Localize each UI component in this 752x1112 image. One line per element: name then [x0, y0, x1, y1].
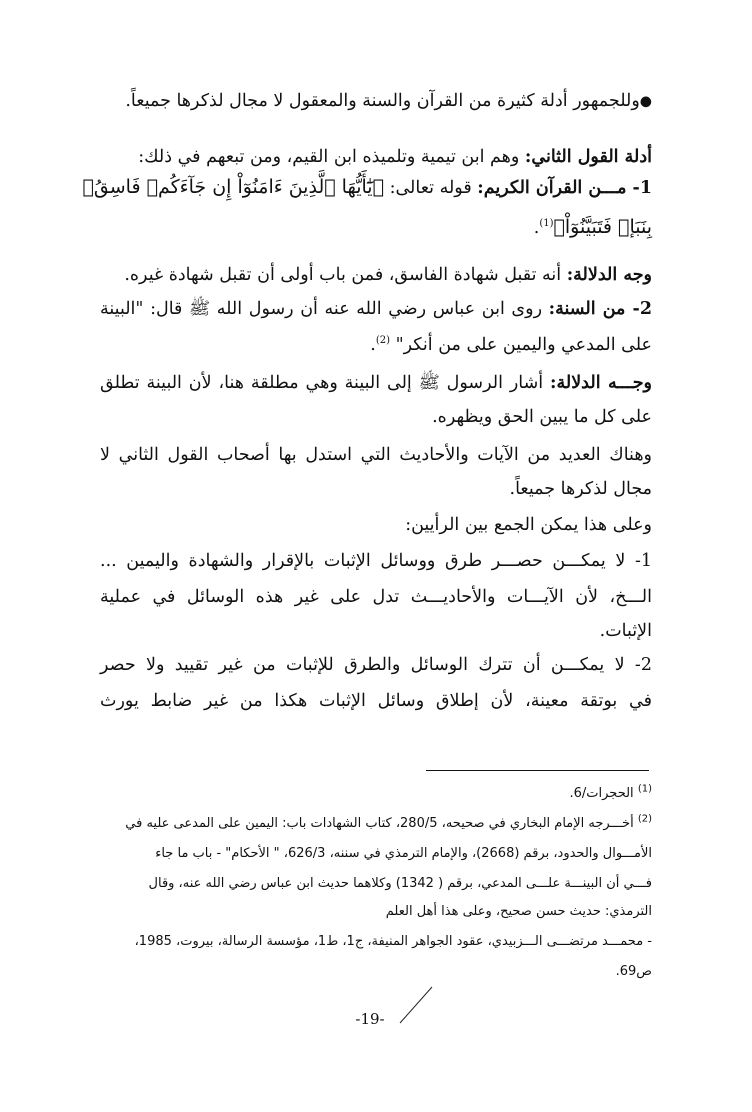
- paragraph-line-6: [100, 296, 652, 322]
- paragraph-line-13: [100, 548, 652, 574]
- footnote-3-line-2: [100, 962, 652, 982]
- paragraph-line-9: [100, 404, 652, 430]
- paragraph-line-12: [100, 512, 652, 538]
- line-text: وللجمهور أدلة كثيرة من القرآن والسنة والمعقول لا مجال لذكرها جميعاً.: [125, 91, 640, 111]
- paragraph-line-1: [100, 88, 652, 115]
- footnote-number: (2): [637, 813, 652, 825]
- footnote-2-line-4: [100, 902, 652, 922]
- quran-verse-end: بِنَبَإٖ فَتَبَيَّنُوٓاْ﴾: [553, 216, 652, 238]
- line-text: على كل ما يبين الحق ويظهره.: [432, 407, 652, 427]
- footnote-1: [100, 784, 652, 804]
- footnote-number: (1): [637, 783, 652, 795]
- line-text: مجال لذكرها جميعاً.: [509, 479, 652, 499]
- line-text: قوله تعالى:: [384, 178, 478, 198]
- section-heading: أدلة القول الثاني:: [524, 147, 652, 167]
- line-text: الـــخ، لأن الآيـــات والأحاديـــث تدل على غير هذه الوسائل في عملية: [100, 587, 652, 607]
- footnote-text: أخـــرجه الإمام البخاري في صحيحه، 280/5، كتاب الشهادات باب: اليمين على المدعى عليه في: [125, 816, 638, 831]
- line-text: وعلى هذا يمكن الجمع بين الرأيين:: [405, 515, 652, 535]
- footnote-text: الأمـــوال والحدود، برقم (2668)، والإمام الترمذي في سننه، 626/3، " الأحكام" - باب ما جاء: [155, 846, 652, 861]
- line-text: في بوتقة معينة، لأن إطلاق وسائل الإثبات هكذا من غير ضابط يورث: [100, 691, 652, 711]
- paragraph-line-10: [100, 442, 652, 468]
- line-text: الإثبات.: [599, 621, 652, 641]
- paragraph-line-4: [100, 214, 652, 241]
- footnote-text: الترمذي: حديث حسن صحيح، وعلى هذا أهل العلم: [385, 904, 652, 919]
- bullet-icon: ●: [639, 93, 652, 110]
- line-text: على المدعي واليمين على من أنكر": [390, 335, 652, 355]
- paragraph-line-3: [82, 174, 652, 201]
- line-text: أنه تقبل شهادة الفاسق، فمن باب أولى أن تقبل شهادة غيره.: [124, 265, 567, 285]
- line-text: أشار الرسول ﷺ إلى البينة وهي مطلقة هنا، لأن البينة تطلق: [100, 373, 551, 393]
- footnote-2-line-1: [100, 814, 652, 834]
- footnote-marker: (2): [375, 335, 390, 347]
- line-text: 2- لا يمكـــن أن تترك الوسائل والطرق للإثبات من غير تقييد ولا حصر: [100, 655, 652, 675]
- footnote-3-line-1: [100, 932, 652, 952]
- paragraph-line-16: [100, 652, 652, 678]
- paragraph-line-17: [100, 688, 652, 714]
- paragraph-line-2: [100, 144, 652, 170]
- subsection-heading: 1- مـــن القرآن الكريم:: [477, 178, 652, 198]
- paragraph-line-14: [100, 584, 652, 610]
- footnote-text: - محمـــد مرتضـــى الـــزبيدي، عقود الجواهر المنيفة، ج1، ط1، مؤسسة الرسالة، بيروت، 1985،: [134, 934, 652, 949]
- pen-stroke-mark: [398, 985, 434, 1025]
- footnote-separator: [426, 770, 649, 771]
- footnote-marker: (1): [539, 218, 554, 230]
- paragraph-line-8: [100, 370, 652, 396]
- paragraph-line-11: [100, 476, 652, 502]
- evidence-heading: وجـــه الدلالة:: [550, 373, 652, 393]
- line-text: 1- لا يمكـــن حصـــر طرق ووسائل الإثبات بالإقرار والشهادة واليمين ...: [100, 551, 652, 571]
- quran-verse: ﴿يَٰٓأَيُّهَا ٱلَّذِينَ ءَامَنُوٓاْ إِن جَآءَكُمۡ فَاسِقُۢ: [82, 176, 384, 198]
- line-text: وهناك العديد من الآيات والأحاديث التي استدل بها أصحاب القول الثاني لا: [100, 445, 652, 465]
- line-text-end: .: [370, 335, 376, 355]
- footnote-text: فـــي أن البينـــة علـــى المدعي، برقم ( 1342) وكلاهما حديث ابن عباس رضي الله عنه، وقال: [148, 876, 652, 891]
- line-text: روى ابن عباس رضي الله عنه أن رسول الله ﷺ قال: "البينة: [100, 299, 549, 319]
- paragraph-line-7: [100, 332, 652, 358]
- footnote-2-line-3: [100, 874, 652, 894]
- line-text: .: [533, 218, 540, 238]
- page-number: -19-: [355, 1010, 385, 1028]
- line-text: وهم ابن تيمية وتلميذه ابن القيم، ومن تبعهم في ذلك:: [138, 147, 525, 167]
- subsection-heading: 2- من السنة:: [548, 299, 652, 319]
- paragraph-line-5: [100, 262, 652, 288]
- footnote-text: ص69.: [615, 964, 652, 979]
- evidence-heading: وجه الدلالة:: [566, 265, 652, 285]
- paragraph-line-15: [100, 618, 652, 644]
- footnote-text: الحجرات/6.: [569, 786, 638, 801]
- footnote-2-line-2: [100, 844, 652, 864]
